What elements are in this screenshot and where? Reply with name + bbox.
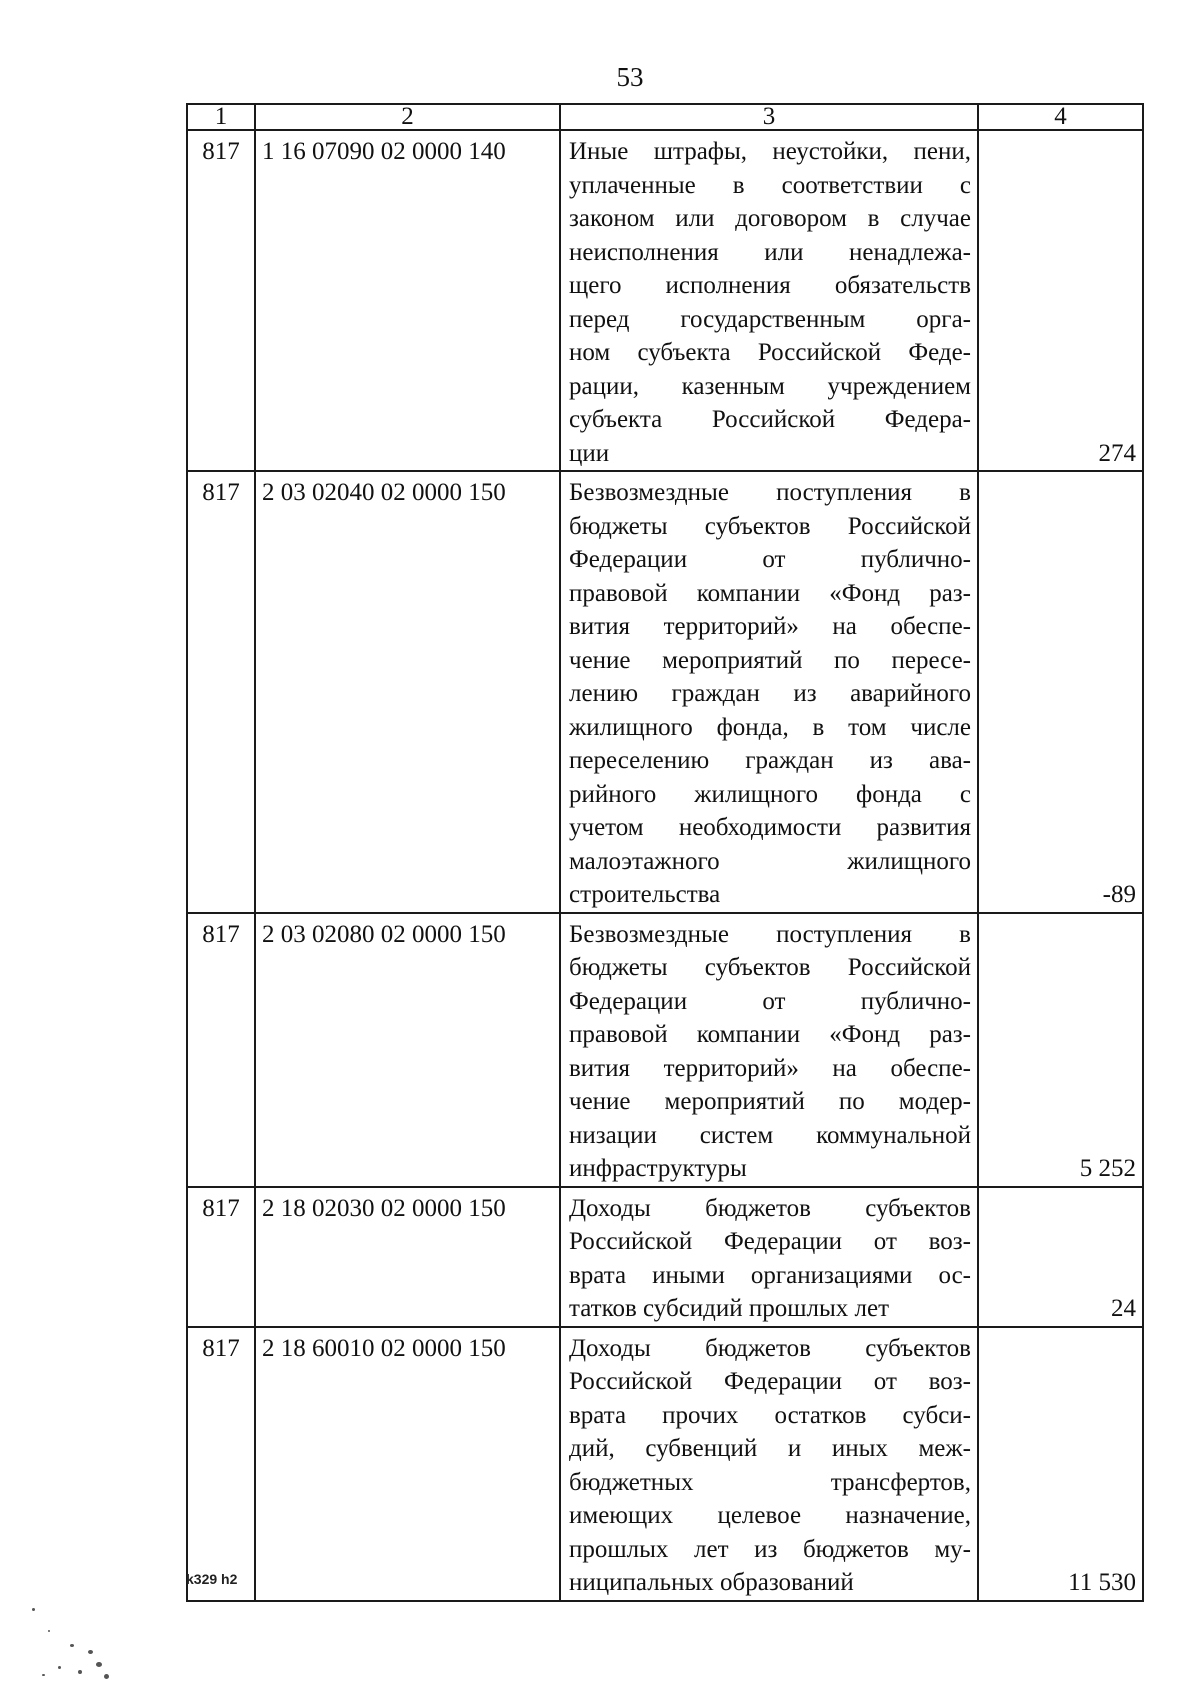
revenue-name-line: рийного жилищного фонда с [569,780,971,808]
revenue-name-line: Федерации от публично- [569,987,971,1015]
revenue-name-line: лению граждан из аварийного [569,680,971,707]
revenue-name-line: правовой компании «Фонд раз- [569,1021,971,1048]
revenue-name-line: бюджеты субъектов Российской [569,954,971,981]
table-row [187,471,1143,913]
revenue-name-line: врата прочих остатков субси- [569,1401,971,1429]
revenue-name-cell [560,1327,978,1601]
revenue-name-line: правовой компании «Фонд раз- [569,579,971,607]
table-body [187,130,1143,1601]
revenue-name-line: уплаченные в соответствии с [569,171,971,199]
revenue-name-line: строительства [569,881,721,908]
revenue-name-line: чение мероприятий по пересе- [569,646,971,674]
revenue-name-line: ниципальных образований [569,1569,854,1596]
table-row [187,1187,1143,1327]
amount-cell: 274 [978,130,1143,471]
amount-cell: 24 [978,1187,1143,1327]
scan-artifact [18,1600,128,1686]
admin-code-cell: 817 [187,471,255,913]
revenue-name-line: бюджетных трансфертов, [569,1468,971,1496]
revenue-name-line: Российской Федерации от воз- [569,1228,971,1255]
revenue-name-line: переселению граждан из ава- [569,747,971,774]
table-row [187,130,1143,471]
amount-cell: 5 252 [978,913,1143,1187]
revenue-name-line: врата иными организациями ос- [569,1261,971,1289]
budget-classification-code-cell: 2 03 02080 02 0000 150 [255,913,560,1187]
revenue-name-cell [560,913,978,1187]
page-number: 53 [616,62,644,92]
budget-classification-code-cell: 2 18 02030 02 0000 150 [255,1187,560,1327]
revenue-name-line: Безвозмездные поступления в [569,479,971,506]
amount-cell: 11 530 [978,1327,1143,1601]
revenue-name-line: жилищного фонда, в том числе [569,713,971,741]
revenue-name-cell [560,1187,978,1327]
revenue-name-cell [560,130,978,471]
admin-code-cell: 817 [187,1327,255,1601]
revenue-name-line: прошлых лет из бюджетов му- [569,1535,971,1563]
budget-classification-code-cell: 1 16 07090 02 0000 140 [255,130,560,471]
revenue-name-line: субъекта Российской Федера- [569,406,971,433]
column-header: 4 [978,104,1143,130]
column-header: 2 [255,104,560,130]
budget-classification-code-cell: 2 18 60010 02 0000 150 [255,1327,560,1601]
revenue-name-line: Доходы бюджетов субъектов [569,1334,971,1362]
revenue-name-line: Безвозмездные поступления в [569,920,971,948]
revenue-name-line: чение мероприятий по модер- [569,1088,971,1115]
revenue-name-line: Федерации от публично- [569,546,971,573]
revenue-name-line: бюджеты субъектов Российской [569,512,971,540]
revenue-name-line: Иные штрафы, неустойки, пени, [569,138,971,165]
table-row [187,913,1143,1187]
table-row [187,1327,1143,1601]
revenue-name-line: законом или договором в случае [569,205,971,232]
revenue-name-line: татков субсидий прошлых лет [569,1295,890,1322]
revenue-name-line: Российской Федерации от воз- [569,1368,971,1395]
revenue-name-cell [560,471,978,913]
admin-code-cell: 817 [187,913,255,1187]
revenue-name-line: имеющих целевое назначение, [569,1502,971,1529]
revenue-name-line: инфраструктуры [569,1155,747,1182]
admin-code-cell: 817 [187,130,255,471]
column-header: 3 [560,104,978,130]
revenue-name-line: вития территорий» на обеспе- [569,1054,971,1082]
table-header-row [187,104,1143,130]
revenue-name-line: рации, казенным учреждением [569,372,971,400]
footer-document-code: k329 h2 [186,1571,238,1587]
revenue-name-line: неисполнения или ненадлежа- [569,238,971,266]
revenue-name-line: щего исполнения обязательств [569,272,971,299]
revenue-name-line: низации систем коммунальной [569,1121,971,1149]
revenue-name-line: ном субъекта Российской Феде- [569,339,971,366]
column-header: 1 [187,104,255,130]
amount-cell: -89 [978,471,1143,913]
revenue-name-line: Доходы бюджетов субъектов [569,1194,971,1222]
revenue-name-line: дий, субвенций и иных меж- [569,1435,971,1462]
revenue-name-line: вития территорий» на обеспе- [569,613,971,640]
admin-code-cell: 817 [187,1187,255,1327]
revenue-name-line: учетом необходимости развития [569,814,971,841]
budget-classification-code-cell: 2 03 02040 02 0000 150 [255,471,560,913]
budget-revenue-table [186,103,1144,1602]
revenue-name-line: малоэтажного жилищного [569,847,971,875]
revenue-name-line: ции [569,439,610,467]
revenue-name-line: перед государственным орга- [569,305,971,333]
